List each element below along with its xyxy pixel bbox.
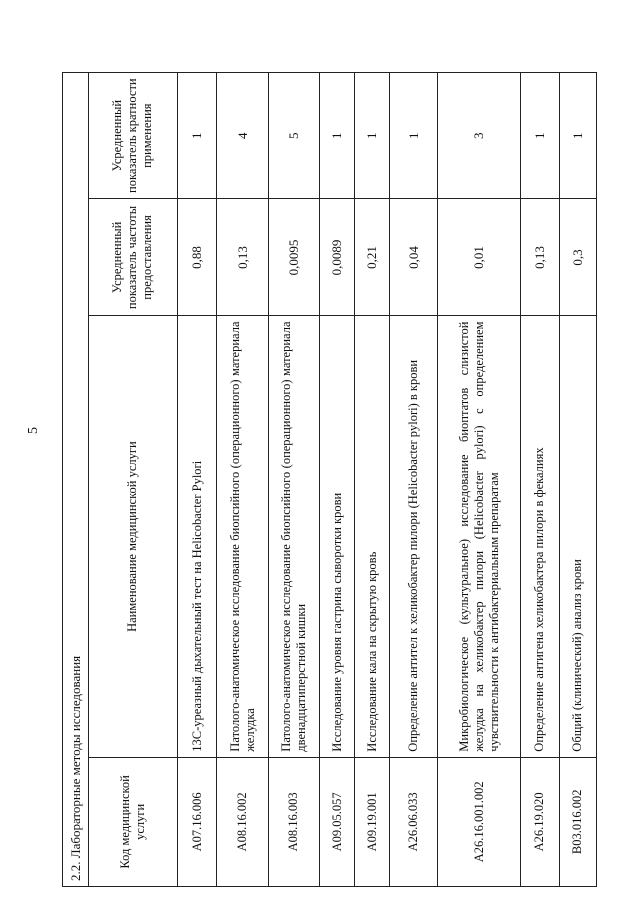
row-multiplicity: 1	[390, 73, 438, 199]
header-row	[88, 73, 178, 887]
row-code: A08.16.002	[217, 757, 268, 886]
rotated-table-container	[62, 72, 597, 887]
row-multiplicity: 1	[355, 73, 390, 199]
row-frequency: 0,0095	[268, 199, 319, 316]
row-name: Исследование уровня гастрина сыворотки крови	[320, 316, 355, 757]
row-code: A26.19.020	[520, 757, 559, 886]
row-frequency: 0,3	[559, 199, 596, 316]
row-code: A26.06.033	[390, 757, 438, 886]
row-code: A09.19.001	[355, 757, 390, 886]
row-frequency: 0,04	[390, 199, 438, 316]
row-multiplicity: 1	[559, 73, 596, 199]
row-multiplicity: 1	[320, 73, 355, 199]
row-code: A07.16.006	[178, 757, 217, 886]
row-name: Определение антигена хеликобактера пилори в фекалиях	[520, 316, 559, 757]
row-name: Определение антител к хеликобактер пилори (Helicobacter pylori) в крови	[390, 316, 438, 757]
row-frequency: 0,88	[178, 199, 217, 316]
services-table	[62, 72, 597, 887]
row-multiplicity: 4	[217, 73, 268, 199]
row-name: Патолого-анатомическое исследование биопсийного (операционного) материала двенадцатиперстной кишки	[268, 316, 319, 757]
table-row	[217, 73, 268, 887]
header-code: Код медицинской услуги	[88, 757, 178, 886]
table-row	[559, 73, 596, 887]
row-multiplicity: 1	[520, 73, 559, 199]
row-code: A09.05.057	[320, 757, 355, 886]
row-name: 13С-уреазный дыхательный тест на Helicobacter Pylori	[178, 316, 217, 757]
header-multiplicity: Усредненный показатель кратности применения	[88, 73, 178, 199]
row-code: B03.016.002	[559, 757, 596, 886]
row-multiplicity: 5	[268, 73, 319, 199]
table-row	[355, 73, 390, 887]
row-code: A08.16.003	[268, 757, 319, 886]
row-frequency: 0,0089	[320, 199, 355, 316]
table-row	[320, 73, 355, 887]
row-frequency: 0,21	[355, 199, 390, 316]
row-name: Патолого-анатомическое исследование биопсийного (операционного) материала желудка	[217, 316, 268, 757]
table-row	[390, 73, 438, 887]
row-code: A26.16.001.002	[438, 757, 520, 886]
table-row	[268, 73, 319, 887]
table-row	[438, 73, 520, 887]
row-frequency: 0,13	[217, 199, 268, 316]
row-multiplicity: 3	[438, 73, 520, 199]
row-multiplicity: 1	[178, 73, 217, 199]
section-row	[63, 73, 89, 887]
row-name: Исследование кала на скрытую кровь	[355, 316, 390, 757]
page-number: 5	[26, 427, 41, 434]
section-title: 2.2. Лабораторные методы исследования	[63, 73, 89, 887]
row-name: Микробиологическое (культуральное) исследование биоптатов слизистой желудка на хеликобактер пилори (Helicobacter pylori) с определением чувствительности к антибактериальным препаратам	[438, 316, 520, 757]
header-frequency: Усредненный показатель частоты предоставления	[88, 199, 178, 316]
table-row	[178, 73, 217, 887]
row-frequency: 0,01	[438, 199, 520, 316]
header-name: Наименование медицинской услуги	[88, 316, 178, 757]
row-name: Общий (клинический) анализ крови	[559, 316, 596, 757]
table-row	[520, 73, 559, 887]
row-frequency: 0,13	[520, 199, 559, 316]
